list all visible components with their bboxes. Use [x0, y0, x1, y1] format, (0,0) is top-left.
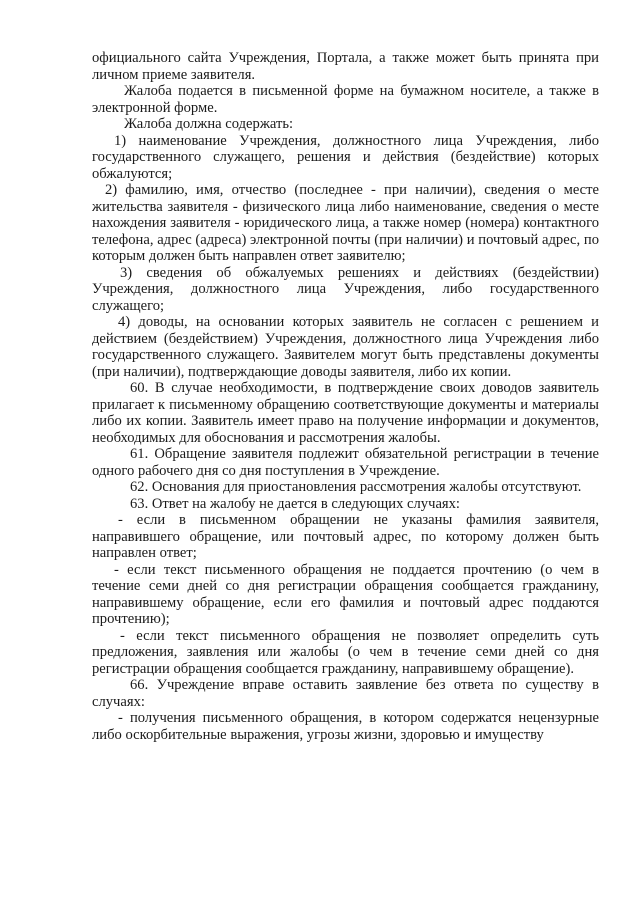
paragraph-case-unclear-essence: - если текст письменного обращения не позволяет определить суть предложения, заявления или жалобы (о чем в течение семи дней со дня регистрации обращения сообщается гражданину, направившему обращение).: [92, 627, 599, 677]
paragraph-case-no-name: - если в письменном обращении не указаны фамилия заявителя, направившего обращение, или почтовый адрес, по которому должен быть направлен ответ;: [92, 512, 599, 561]
paragraph-case-unreadable: - если текст письменного обращения не поддается прочтению (о чем в течение семи дней со дня регистрации обращения сообщается гражданину, направившему обращение, если его фамилия и почтовый адрес поддаются прочтению);: [92, 561, 599, 627]
paragraph-clause-62: 62. Основания для приостановления рассмотрения жалобы отсутствуют.: [130, 479, 582, 495]
paragraph-item-4: 4) доводы, на основании которых заявитель не согласен с решением и действием (бездействием) Учреждения, должностного лица Учреждения либо государственного служащего. Заявителем могут быть представлены документы (при наличии), подтверждающие доводы заявителя, либо их копии.: [92, 314, 599, 380]
paragraph-item-3: 3) сведения об обжалуемых решениях и действиях (бездействии) Учреждения, должностного лица Учреждения, либо государственного служащего;: [92, 264, 599, 314]
paragraph-clause-66: 66. Учреждение вправе оставить заявление без ответа по существу в случаях:: [92, 677, 599, 710]
paragraph-item-2: 2) фамилию, имя, отчество (последнее - при наличии), сведения о месте жительства заявителя - физического лица либо наименование, сведения о месте нахождения заявителя - юридического лица, а также номер (номера) контактного телефона, адрес (адреса) электронной почты (при наличии) и почтовый адрес, по которым должен быть направлен ответ заявителю;: [92, 182, 599, 264]
paragraph-item-1: 1) наименование Учреждения, должностного лица Учреждения, либо государственного служащего, решения и действия (бездействие) которых обжалуются;: [92, 132, 599, 182]
document-body: [92, 50, 599, 743]
paragraph-clause-60: 60. В случае необходимости, в подтверждение своих доводов заявитель прилагает к письменному обращению соответствующие документы и материалы либо их копии. Заявитель имеет право на получение информации и документов, необходимых для обоснования и рассмотрения жалобы.: [92, 380, 599, 446]
paragraph-case-obscene: - получения письменного обращения, в котором содержатся нецензурные либо оскорбительные выражения, угрозы жизни, здоровью и имуществу: [92, 710, 599, 743]
paragraph-clause-63: 63. Ответ на жалобу не дается в следующих случаях:: [130, 495, 460, 512]
paragraph-complaint-contents-intro: Жалоба должна содержать:: [124, 116, 294, 132]
paragraph-portal-continuation: официального сайта Учреждения, Портала, а также может быть принята при личном приеме заявителя.: [92, 50, 599, 83]
paragraph-complaint-form: Жалоба подается в письменной форме на бумажном носителе, а также в электронной форме.: [92, 83, 599, 116]
paragraph-clause-61: 61. Обращение заявителя подлежит обязательной регистрации в течение одного рабочего дня со дня поступления в Учреждение.: [92, 446, 599, 479]
